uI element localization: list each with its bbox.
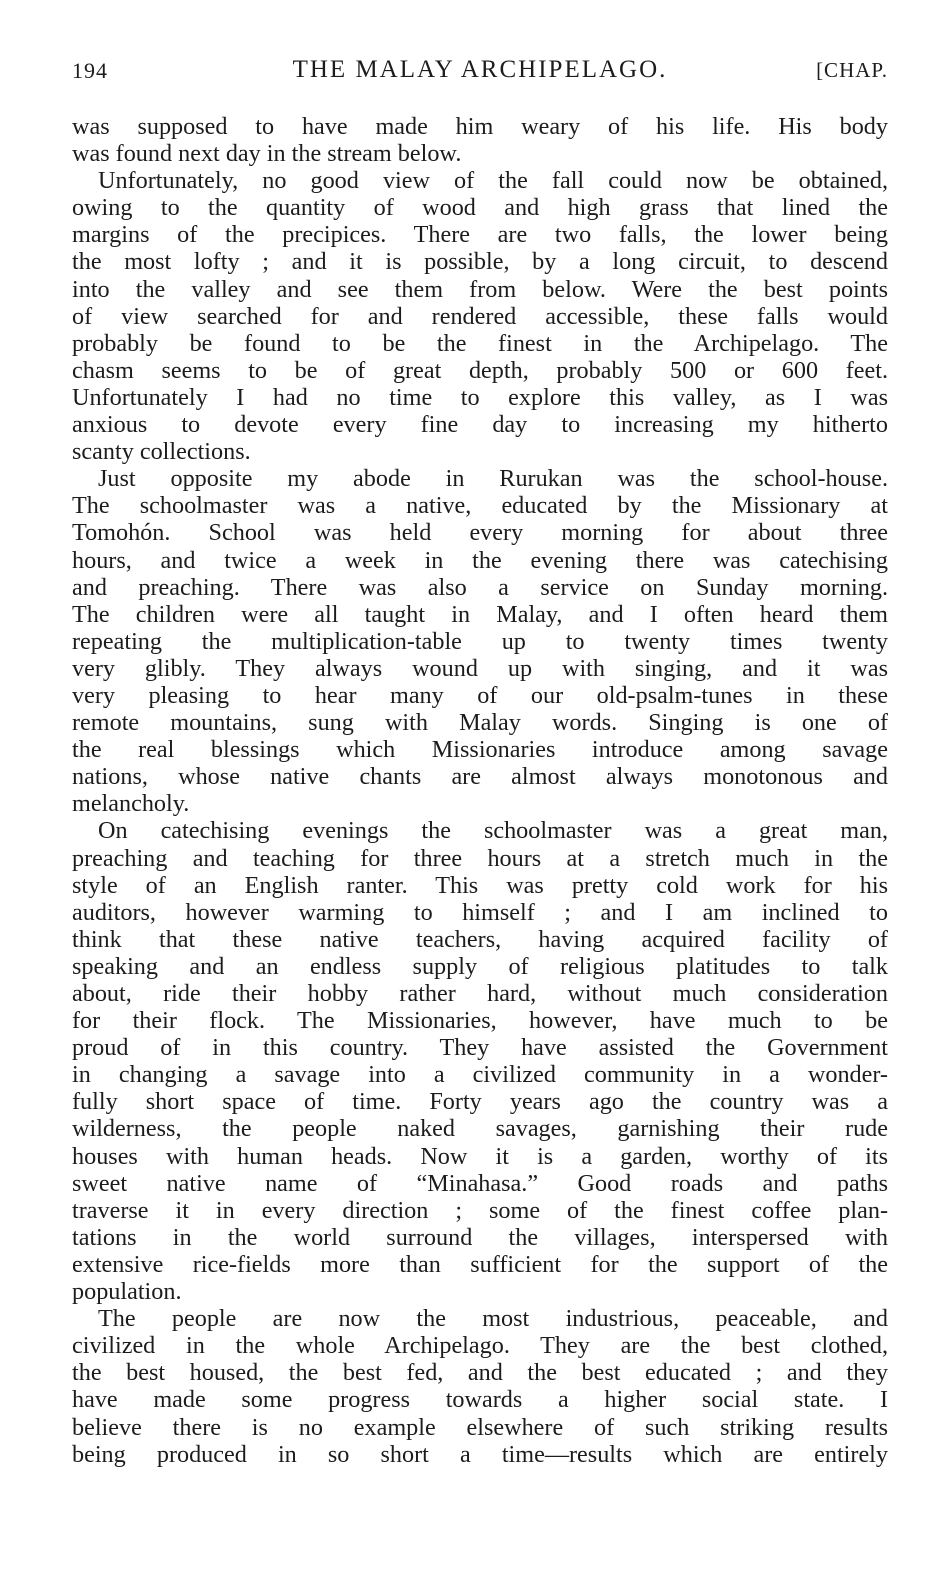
text-line: auditors, however warming to himself ; and I am inclined to — [72, 898, 888, 926]
text-line: houses with human heads. Now it is a garden, worthy of its — [72, 1142, 888, 1170]
text-line: the real blessings which Missionaries introduce among savage — [72, 736, 888, 764]
text-line: believe there is no example elsewhere of such striking results — [72, 1413, 888, 1441]
text-line: population. — [72, 1278, 182, 1306]
running-header — [72, 52, 888, 92]
text-line: remote mountains, sung with Malay words. Singing is one of — [72, 709, 888, 737]
text-line: Tomohón. School was held every morning for about three — [72, 519, 888, 547]
text-line: Just opposite my abode in Rurukan was the school-house. — [98, 465, 888, 493]
text-line: fully short space of time. Forty years ago the country was a — [72, 1088, 888, 1116]
page-number: 194 — [72, 58, 108, 83]
text-line: Unfortunately I had no time to explore this valley, as I was — [72, 383, 888, 411]
text-line: was found next day in the stream below. — [72, 140, 462, 168]
text-line: for their flock. The Missionaries, however, have much to be — [72, 1007, 888, 1035]
text-line: melancholy. — [72, 790, 190, 818]
text-line: in changing a savage into a civilized community in a wonder- — [72, 1061, 888, 1089]
text-line: traverse it in every direction ; some of the finest coffee plan- — [72, 1196, 888, 1224]
text-line: have made some progress towards a higher social state. I — [72, 1386, 888, 1414]
text-line: nations, whose native chants are almost always monotonous and — [72, 763, 888, 791]
text-line: preaching and teaching for three hours at a stretch much in the — [72, 844, 888, 872]
text-line: sweet native name of “Minahasa.” Good roads and paths — [72, 1169, 888, 1197]
text-line: the most lofty ; and it is possible, by a long circuit, to descend — [72, 248, 888, 276]
running-title: THE MALAY ARCHIPELAGO. — [292, 56, 668, 83]
text-line: and preaching. There was also a service on Sunday morning. — [72, 573, 888, 601]
text-line: anxious to devote every fine day to increasing my hitherto — [72, 411, 888, 439]
text-line: very pleasing to hear many of our old-psalm-tunes in these — [72, 681, 888, 709]
text-line: extensive rice-fields more than sufficient for the support of the — [72, 1250, 888, 1278]
text-line: hours, and twice a week in the evening there was catechising — [72, 546, 888, 574]
text-line: proud of in this country. They have assisted the Government — [72, 1034, 888, 1062]
text-line: owing to the quantity of wood and high grass that lined the — [72, 194, 888, 222]
text-line: wilderness, the people naked savages, garnishing their rude — [72, 1115, 888, 1143]
text-line: chasm seems to be of great depth, probably 500 or 600 feet. — [72, 356, 888, 384]
text-line: The children were all taught in Malay, and I often heard them — [72, 600, 888, 628]
text-line: think that these native teachers, having acquired facility of — [72, 925, 888, 953]
text-line: The people are now the most industrious, peaceable, and — [98, 1305, 888, 1333]
text-line: scanty collections. — [72, 438, 251, 466]
text-line: very glibly. They always wound up with singing, and it was — [72, 654, 888, 682]
text-line: The schoolmaster was a native, educated by the Missionary at — [72, 492, 888, 520]
text-line: tations in the world surround the villages, interspersed with — [72, 1223, 888, 1251]
text-line: Unfortunately, no good view of the fall could now be obtained, — [98, 167, 888, 195]
chapter-mark: [CHAP. — [816, 58, 888, 82]
text-line: was supposed to have made him weary of his life. His body — [72, 113, 888, 140]
text-line: probably be found to be the finest in the Archipelago. The — [72, 329, 888, 357]
text-line: margins of the precipices. There are two falls, the lower being — [72, 221, 888, 249]
text-line: repeating the multiplication-table up to twenty times twenty — [72, 627, 888, 655]
text-line: the best housed, the best fed, and the best educated ; and they — [72, 1359, 888, 1387]
text-line: speaking and an endless supply of religious platitudes to talk — [72, 952, 888, 980]
text-line: of view searched for and rendered accessible, these falls would — [72, 302, 888, 330]
text-line: being produced in so short a time—results which are entirely — [72, 1440, 888, 1468]
text-line: On catechising evenings the schoolmaster was a great man, — [98, 817, 888, 845]
body-text — [72, 113, 888, 1468]
text-line: into the valley and see them from below. Were the best points — [72, 275, 888, 303]
text-line: style of an English ranter. This was pretty cold work for his — [72, 871, 888, 899]
text-line: about, ride their hobby rather hard, without much consideration — [72, 980, 888, 1007]
text-line: civilized in the whole Archipelago. They are the best clothed, — [72, 1332, 888, 1360]
